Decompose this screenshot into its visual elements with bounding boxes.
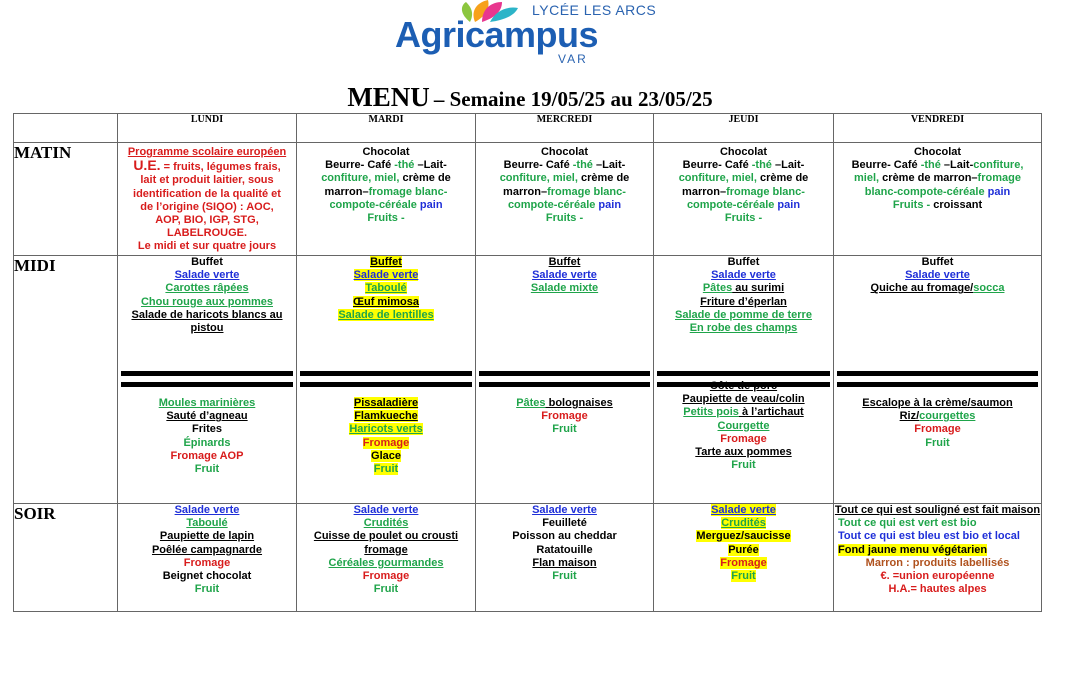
breakfast-line: Beurre- Café -thé –Lait-confiture,	[851, 159, 1024, 172]
dinner-item: Courgette	[717, 419, 770, 432]
dinner-item: Fruit	[194, 463, 220, 476]
breakfast-line: Chocolat	[913, 146, 962, 158]
eu-program-line: LABELROUGE.	[166, 227, 248, 240]
lunch-item: Salade verte	[174, 269, 240, 282]
supper-item: Salade verte	[353, 504, 419, 516]
lunch-item: Salade de lentilles	[338, 308, 434, 321]
day-header-lundi: LUNDI	[118, 114, 297, 143]
dinner-item: Pâtes bolognaises	[516, 397, 613, 409]
midi-mardi	[297, 256, 476, 504]
legend-eu: €. =union européenne	[880, 570, 995, 583]
supper-item: Beignet chocolat	[162, 570, 252, 583]
breakfast-line: Chocolat	[362, 146, 410, 158]
dinner-item: Frites	[192, 423, 222, 436]
lunch-item: Buffet	[727, 256, 760, 268]
legend-labelled: Marron : produits labellisés	[865, 556, 1010, 569]
supper-item: Poêlée campagnarde	[151, 543, 263, 556]
day-header-vendredi: VENDREDI	[834, 114, 1042, 143]
dinner-item: Fromage AOP	[170, 449, 244, 462]
title-week: – Semaine 19/05/25 au 23/05/25	[433, 87, 713, 111]
row-label-soir: SOIR	[14, 504, 118, 612]
day-header-mardi: MARDI	[297, 114, 476, 143]
corner-cell	[14, 114, 118, 143]
supper-item: Fruit	[552, 570, 577, 583]
soir-row	[14, 504, 1042, 612]
breakfast-line: Beurre- Café -thé –Lait-	[682, 159, 805, 172]
breakfast-line: Fruits -	[367, 212, 405, 225]
meal-separator	[834, 367, 1041, 397]
legend-bio-local: Tout ce qui est bleu est bio et local	[838, 530, 1020, 543]
school-subtitle: LYCÉE LES ARCS	[532, 2, 657, 18]
eu-program-line: Le midi et sur quatre jours	[137, 240, 277, 253]
lunch-item: Buffet	[191, 256, 223, 268]
dinner-item: Tarte aux pommes	[695, 446, 792, 459]
supper-item: Poisson au cheddar	[512, 530, 617, 543]
supper-item: Fruit	[194, 583, 220, 596]
breakfast-line: Beurre- Café -thé –Lait-	[503, 159, 626, 172]
dinner-item: Fromage	[541, 410, 588, 423]
meal-separator	[297, 367, 475, 397]
breakfast-line: confiture, miel, crème de	[321, 172, 451, 185]
dinner-item: Flamkueche	[354, 410, 418, 423]
supper-item: Cuisse de poulet ou crousti	[313, 530, 459, 543]
supper-item: Salade verte	[711, 504, 776, 516]
dinner-item: Fruit	[373, 463, 399, 476]
breakfast-line: marron–fromage blanc-	[682, 185, 805, 198]
eu-program-line: de l’origine (SIQO) : AOC,	[140, 200, 274, 213]
supper-item: Ratatouille	[536, 543, 593, 556]
supper-item: Crudités	[721, 517, 766, 530]
lunch-item: Chou rouge aux pommes	[140, 295, 274, 308]
supper-item: Salade verte	[532, 504, 597, 516]
supper-item: Crudités	[363, 517, 409, 530]
dinner-item: Moules marinières	[158, 397, 256, 409]
dinner-item: Riz/courgettes	[899, 410, 976, 423]
eu-program-title: Programme scolaire européen	[127, 146, 287, 158]
supper-item: fromage	[364, 543, 408, 556]
lunch-item: Buffet	[921, 256, 954, 268]
dinner-item: Épinards	[183, 436, 231, 449]
lunch-item: Salade verte	[532, 269, 597, 282]
midi-mercredi	[476, 256, 654, 504]
row-label-midi: MIDI	[14, 256, 118, 504]
breakfast-line: marron–fromage blanc-	[324, 185, 448, 198]
day-header-jeudi: JEUDI	[654, 114, 834, 143]
lunch-item: Salade verte	[353, 269, 419, 282]
supper-item: Paupiette de lapin	[159, 530, 255, 543]
meal-separator	[654, 367, 833, 397]
dinner-item: Paupiette de veau/colin	[682, 393, 805, 406]
breakfast-line: confiture, miel, crème de	[678, 172, 809, 185]
eu-program-line: U.E. = fruits, légumes frais,	[133, 157, 281, 174]
legend-bio: Tout ce qui est vert est bio	[838, 517, 977, 530]
midi-jeudi	[654, 256, 834, 504]
breakfast-line: miel, crème de marron–fromage	[854, 172, 1021, 185]
meal-separator	[476, 367, 653, 397]
midi-vendredi	[834, 256, 1042, 504]
lunch-item: Salade verte	[711, 269, 776, 282]
row-label-matin: MATIN	[14, 143, 118, 256]
dinner-item: Fruit	[552, 423, 577, 436]
lunch-item: Carottes râpées	[165, 282, 249, 295]
day-header-mercredi: MERCREDI	[476, 114, 654, 143]
supper-item: Flan maison	[532, 556, 597, 569]
dinner-item: Glace	[371, 449, 401, 462]
dinner-item: Sauté d’agneau	[166, 410, 248, 423]
breakfast-line: marron–fromage blanc-	[503, 185, 626, 198]
breakfast-line: Fruits - croissant	[892, 198, 983, 211]
matin-jeudi	[654, 143, 834, 256]
legend	[834, 504, 1042, 612]
title-menu: MENU	[347, 82, 430, 112]
menu-table	[13, 113, 1042, 612]
lunch-item: Salade mixte	[530, 282, 599, 295]
school-logo	[390, 0, 670, 72]
matin-lundi	[118, 143, 297, 256]
matin-vendredi	[834, 143, 1042, 256]
breakfast-line: Beurre- Café -thé –Lait-	[325, 159, 447, 172]
breakfast-line: compote-céréale pain	[329, 198, 443, 211]
eu-program-line: AOP, BIO, IGP, STG,	[155, 214, 259, 227]
soir-lundi	[118, 504, 297, 612]
breakfast-line: compote-céréale pain	[686, 198, 801, 211]
meal-separator	[118, 367, 296, 397]
lunch-item: Salade verte	[905, 269, 970, 282]
dinner-item: Petits pois à l’artichaut	[683, 406, 804, 419]
breakfast-line: Chocolat	[540, 146, 589, 158]
lunch-item: Taboulé	[365, 282, 407, 295]
supper-item: Purée	[728, 543, 759, 556]
matin-row	[14, 143, 1042, 256]
supper-item: Feuilleté	[542, 517, 587, 530]
lunch-item: Quiche au fromage/socca	[870, 282, 1005, 295]
supper-item: Fromage	[183, 556, 231, 569]
breakfast-line: Fruits -	[724, 212, 763, 225]
soir-mercredi	[476, 504, 654, 612]
legend-hautes-alpes: H.A.= hautes alpes	[888, 583, 987, 596]
lunch-item: Friture d’éperlan	[700, 295, 787, 308]
lunch-item: Œuf mimosa	[352, 295, 419, 308]
lunch-item: Pâtes au surimi	[702, 282, 785, 295]
midi-row	[14, 256, 1042, 504]
eu-program-line: lait et produit laitier, sous	[140, 174, 274, 187]
supper-item: Fruit	[731, 570, 756, 583]
dinner-item: Fruit	[925, 436, 950, 449]
soir-mardi	[297, 504, 476, 612]
breakfast-line: Chocolat	[719, 146, 768, 158]
supper-item: Fruit	[373, 583, 399, 596]
lunch-item: En robe des champs	[689, 322, 798, 335]
lunch-item: Buffet	[548, 256, 581, 268]
supper-item: Fromage	[362, 570, 410, 583]
supper-item: Taboulé	[186, 517, 228, 530]
dinner-item: Fromage	[720, 432, 767, 445]
breakfast-line: Fruits -	[545, 212, 584, 225]
dinner-item: Fromage	[914, 423, 961, 436]
header-row	[14, 114, 1042, 143]
supper-item: Fromage	[720, 556, 767, 569]
lunch-item: Buffet	[370, 256, 402, 268]
breakfast-line: blanc-compote-céréale pain	[864, 185, 1011, 198]
dinner-item: Pissaladière	[353, 397, 419, 409]
supper-item: Merguez/saucisse	[696, 530, 791, 543]
matin-mardi	[297, 143, 476, 256]
dinner-item: Escalope à la crème/saumon	[862, 397, 1013, 409]
legend-vegetarian: Fond jaune menu végétarien	[838, 543, 988, 556]
lunch-item: Salade de pomme de terre	[675, 308, 812, 321]
dinner-item: Haricots verts	[349, 423, 423, 436]
supper-item: Salade verte	[174, 504, 240, 516]
lunch-item: Salade de haricots blancs au	[131, 308, 283, 321]
school-region: VAR	[558, 52, 588, 66]
matin-mercredi	[476, 143, 654, 256]
page-title	[0, 82, 1060, 113]
soir-jeudi	[654, 504, 834, 612]
school-brand: Agricampus	[395, 14, 599, 55]
breakfast-line: compote-céréale pain	[507, 198, 622, 211]
supper-item: Céréales gourmandes	[328, 556, 444, 569]
lunch-item: pistou	[190, 322, 224, 335]
dinner-item: Fruit	[731, 459, 756, 472]
legend-homemade: Tout ce qui est souligné est fait maison	[834, 504, 1041, 516]
midi-lundi	[118, 256, 297, 504]
breakfast-line: confiture, miel, crème de	[499, 172, 630, 185]
eu-program-line: identification de la qualité et	[133, 187, 281, 200]
dinner-item: Fromage	[362, 436, 410, 449]
